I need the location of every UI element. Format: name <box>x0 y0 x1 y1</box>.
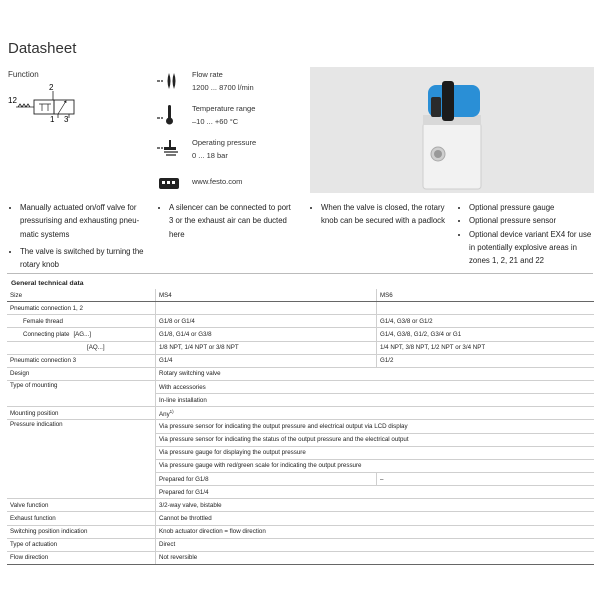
spec-value: –10 ... +60 °C <box>192 117 239 126</box>
features-col-2 <box>157 201 297 245</box>
footnote-ref: 1) <box>169 408 174 414</box>
table-cell: Not reversible <box>156 551 595 564</box>
table-cell: G1/4 <box>156 354 377 367</box>
table-cell: Female thread <box>7 315 156 328</box>
pressure-gauge-icon <box>155 138 185 160</box>
spec-label: Temperature range <box>192 104 256 113</box>
table-cell: Via pressure gauge with red/green scale for indicating the output pressure <box>156 459 595 472</box>
table-cell: Direct <box>156 538 595 551</box>
table-cell: G1/8, G1/4 or G3/8 <box>156 328 377 341</box>
feature-item: • When the valve is closed, the rotary knob can be secured with a padlock <box>321 201 451 228</box>
table-cell: Cannot be throttled <box>156 512 595 525</box>
feature-item: • Optional pressure gauge <box>469 201 595 214</box>
table-cell <box>377 302 595 315</box>
feature-item: • Manually actuated on/off valve for pressurising and exhausting pneumatic systems <box>20 201 148 241</box>
table-row <box>7 354 594 367</box>
spec-value: 1200 ... 8700 l/min <box>192 83 254 92</box>
table-cell: Knob actuator direction = flow direction <box>156 525 595 538</box>
feature-item: • Optional device variant EX4 for use in potentially explosive areas in zones 1, 2, 21 and 22 <box>469 228 595 268</box>
table-cell: Exhaust function <box>7 512 156 525</box>
table-cell: Via pressure gauge for displaying the output pressure <box>156 446 595 459</box>
port-1-label: 1 <box>50 115 55 124</box>
spec-list <box>155 68 305 204</box>
table-row <box>7 420 594 433</box>
table-cell: Prepared for G1/4 <box>156 486 595 499</box>
table-cell-tag: [AG...] <box>73 330 91 338</box>
table-cell-label: Connecting plate <box>23 330 70 338</box>
table-header-cell: Size <box>7 289 156 302</box>
table-cell: Pressure indication <box>7 420 156 499</box>
table-cell: Via pressure sensor for indicating the status of the output pressure and the electrical output <box>156 433 595 446</box>
table-cell: G1/8 or G1/4 <box>156 315 377 328</box>
features-col-1 <box>8 201 148 275</box>
table-cell: Flow direction <box>7 551 156 564</box>
table-cell: G1/4, G3/8 or G1/2 <box>377 315 595 328</box>
port-3-label: 3 <box>64 115 69 124</box>
table-cell <box>156 302 377 315</box>
valve-symbol-icon <box>6 80 76 125</box>
website-link[interactable]: www.festo.com <box>192 177 243 186</box>
table-row <box>7 407 594 420</box>
technical-data-table <box>7 289 594 565</box>
table-cell: With accessories <box>156 380 595 393</box>
table-row <box>7 367 594 380</box>
feature-item: • Optional pressure sensor <box>469 214 595 227</box>
table-cell: G1/2 <box>377 354 595 367</box>
section-divider <box>7 273 593 274</box>
table-cell: Pneumatic connection 3 <box>7 354 156 367</box>
table-cell: 3/2-way valve, bistable <box>156 499 595 512</box>
table-cell: In-line installation <box>156 394 595 407</box>
features-col-3 <box>309 201 451 232</box>
table-row <box>7 499 594 512</box>
table-cell: 1/4 NPT, 3/8 NPT, 1/2 NPT or 3/4 NPT <box>377 341 595 354</box>
spec-label: Operating pressure <box>192 138 257 147</box>
spec-value: 0 ... 18 bar <box>192 151 228 160</box>
table-cell: [AQ...] <box>7 341 156 354</box>
table-row <box>7 315 594 328</box>
table-cell: Type of actuation <box>7 538 156 551</box>
spec-label: Flow rate <box>192 70 223 79</box>
page-title: Datasheet <box>8 40 77 57</box>
table-cell-value: Any <box>159 410 170 418</box>
table-row <box>7 551 594 564</box>
table-row <box>7 512 594 525</box>
table-cell: Type of mounting <box>7 380 156 406</box>
spec-temperature <box>155 102 305 136</box>
table-row <box>7 525 594 538</box>
spec-website <box>155 170 305 204</box>
table-row <box>7 341 594 354</box>
spec-pressure <box>155 136 305 170</box>
spec-flow-rate <box>155 68 305 102</box>
table-cell: Switching position indication <box>7 525 156 538</box>
feature-item: • The valve is switched by turning the rotary knob <box>20 245 148 272</box>
table-row <box>7 302 594 315</box>
table-title: General technical data <box>11 280 84 287</box>
feature-item: • A silencer can be connected to port 3 or the exhaust air can be ducted here <box>169 201 297 241</box>
table-cell: Mounting position <box>7 407 156 420</box>
flow-rate-icon <box>155 70 185 92</box>
table-cell: Prepared for G1/8 <box>156 472 377 485</box>
features-col-4 <box>457 201 595 271</box>
table-header-cell: MS6 <box>377 289 595 302</box>
table-cell: 1/8 NPT, 1/4 NPT or 3/8 NPT <box>156 341 377 354</box>
table-row <box>7 328 594 341</box>
table-header-cell: MS4 <box>156 289 377 302</box>
port-2-label: 2 <box>49 83 54 92</box>
table-cell: G1/4, G3/8, G1/2, G3/4 or G1 <box>377 328 595 341</box>
table-cell: Pneumatic connection 1, 2 <box>7 302 156 315</box>
table-cell: Valve function <box>7 499 156 512</box>
table-cell: Design <box>7 367 156 380</box>
table-header-row <box>7 289 594 302</box>
thermometer-icon <box>155 104 185 126</box>
table-cell: – <box>377 472 595 485</box>
table-row <box>7 380 594 393</box>
function-label: Function <box>8 70 39 79</box>
table-cell <box>7 328 156 341</box>
table-cell: Rotary switching valve <box>156 367 595 380</box>
table-cell: Via pressure sensor for indicating the output pressure and electrical output via LCD display <box>156 420 595 433</box>
product-photo <box>310 67 594 193</box>
globe-icon <box>155 172 185 194</box>
port-12-label: 12 <box>8 96 17 105</box>
table-row <box>7 538 594 551</box>
table-cell <box>156 407 595 420</box>
